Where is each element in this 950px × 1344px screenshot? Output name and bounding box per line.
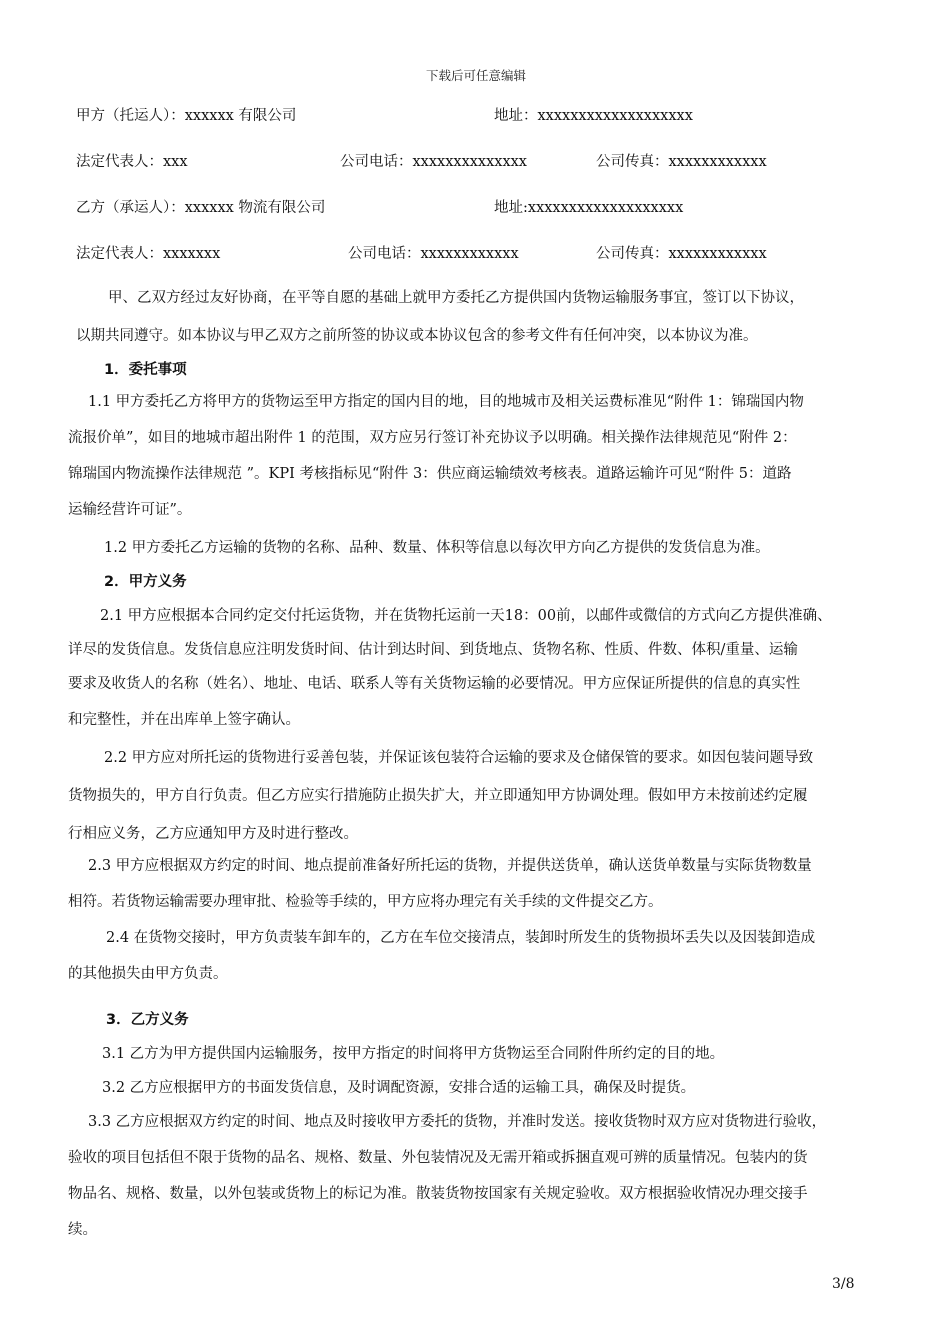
- text-line: 3.3 乙方应根据双方约定的时间、地点及时接收甲方委托的货物，并准时发送。接收货物时双方应对货物进行验收，: [88, 1114, 827, 1130]
- section-heading: 3．乙方义务: [106, 1012, 189, 1028]
- header-note: 下载后可任意编辑: [426, 68, 527, 83]
- clause-1-2: 1.2 甲方委托乙方运输的货物的名称、品种、数量、体积等信息以每次甲方向乙方提供的发货信息为准。: [104, 540, 770, 556]
- text-line: 流报价单”，如目的地城市超出附件 1 的范围，双方应另行签订补充协议予以明确。相关操作法律规范见“附件 2：: [68, 430, 797, 446]
- text-line: 2.2 甲方应对所托运的货物进行妥善包装，并保证该包装符合运输的要求及仓储保管的要求。如因包装问题导致: [104, 750, 814, 766]
- text-line: 续。: [68, 1222, 97, 1238]
- text-line: 相符。若货物运输需要办理审批、检验等手续的，甲方应将办理完有关手续的文件提交乙方。: [68, 894, 663, 910]
- party-a-fax: 公司传真：xxxxxxxxxxxx: [596, 154, 767, 170]
- text-line: 物品名、规格、数量，以外包装或货物上的标记为准。散装货物按国家有关规定验收。双方根据验收情况办理交接手: [68, 1186, 808, 1202]
- page-number: 3/8: [832, 1276, 855, 1292]
- text-line: 行相应义务，乙方应通知甲方及时进行整改。: [68, 826, 358, 842]
- party-a-name: 甲方（托运人）：xxxxxx 有限公司: [76, 108, 297, 124]
- text-line: 2.3 甲方应根据双方约定的时间、地点提前准备好所托运的货物，并提供送货单，确认送货单数量与实际货物数量: [88, 858, 812, 874]
- section-heading: 2．甲方义务: [104, 574, 187, 590]
- section-heading: 1．委托事项: [104, 362, 187, 378]
- clause-3-2: 3.2 乙方应根据甲方的书面发货信息，及时调配资源，安排合适的运输工具，确保及时提货。: [102, 1080, 696, 1096]
- party-a-legal-rep: 法定代表人：xxx: [76, 154, 188, 170]
- text-line: 验收的项目包括但不限于货物的品名、规格、数量、外包装情况及无需开箱或拆捆直观可辨的质量情况。包装内的货: [68, 1150, 808, 1166]
- text-line: 运输经营许可证”。: [68, 502, 192, 518]
- text-line: 锦瑞国内物流操作法律规范 ”。KPI 考核指标见“附件 3：供应商运输绩效考核表。道路运输许可见“附件 5：道路: [68, 466, 792, 482]
- text-line: 2.1 甲方应根据本合同约定交付托运货物，并在货物托运前一天18：00前，以邮件或微信的方式向乙方提供准确、: [100, 608, 832, 624]
- text-line: 详尽的发货信息。发货信息应注明发货时间、估计到达时间、到货地点、货物名称、性质、件数、体积/重量、运输: [68, 642, 798, 658]
- party-a-phone: 公司电话：xxxxxxxxxxxxxx: [340, 154, 527, 170]
- text-line: 和完整性，并在出库单上签字确认。: [68, 712, 300, 728]
- text-line: 1.1 甲方委托乙方将甲方的货物运至甲方指定的国内目的地，目的地城市及相关运费标准见“附件 1：锦瑞国内物: [88, 394, 804, 410]
- party-b-phone: 公司电话：xxxxxxxxxxxx: [348, 246, 519, 262]
- text-line: 货物损失的，甲方自行负责。但乙方应实行措施防止损失扩大，并立即通知甲方协调处理。假如甲方未按前述约定履: [68, 788, 808, 804]
- text-line: 2.4 在货物交接时，甲方负责装车卸车的，乙方在车位交接清点，装卸时所发生的货物损坏丢失以及因装卸造成: [106, 930, 816, 946]
- party-b-fax: 公司传真：xxxxxxxxxxxx: [596, 246, 767, 262]
- text-line: 的其他损失由甲方负责。: [68, 966, 228, 982]
- party-b-legal-rep: 法定代表人：xxxxxxx: [76, 246, 221, 262]
- party-b-name: 乙方（承运人）：xxxxxx 物流有限公司: [76, 200, 326, 216]
- clause-3-1: 3.1 乙方为甲方提供国内运输服务，按甲方指定的时间将甲方货物运至合同附件所约定的目的地。: [102, 1046, 725, 1062]
- party-b-address: 地址:xxxxxxxxxxxxxxxxxxx: [494, 200, 684, 216]
- text-line: 甲、乙双方经过友好协商，在平等自愿的基础上就甲方委托乙方提供国内货物运输服务事宜，签订以下协议，: [108, 290, 804, 306]
- text-line: 要求及收货人的名称（姓名）、地址、电话、联系人等有关货物运输的必要情况。甲方应保证所提供的信息的真实性: [68, 676, 801, 692]
- party-a-address: 地址：xxxxxxxxxxxxxxxxxxx: [494, 108, 693, 124]
- text-line: 以期共同遵守。如本协议与甲乙双方之前所签的协议或本协议包含的参考文件有任何冲突，以本协议为准。: [76, 328, 758, 344]
